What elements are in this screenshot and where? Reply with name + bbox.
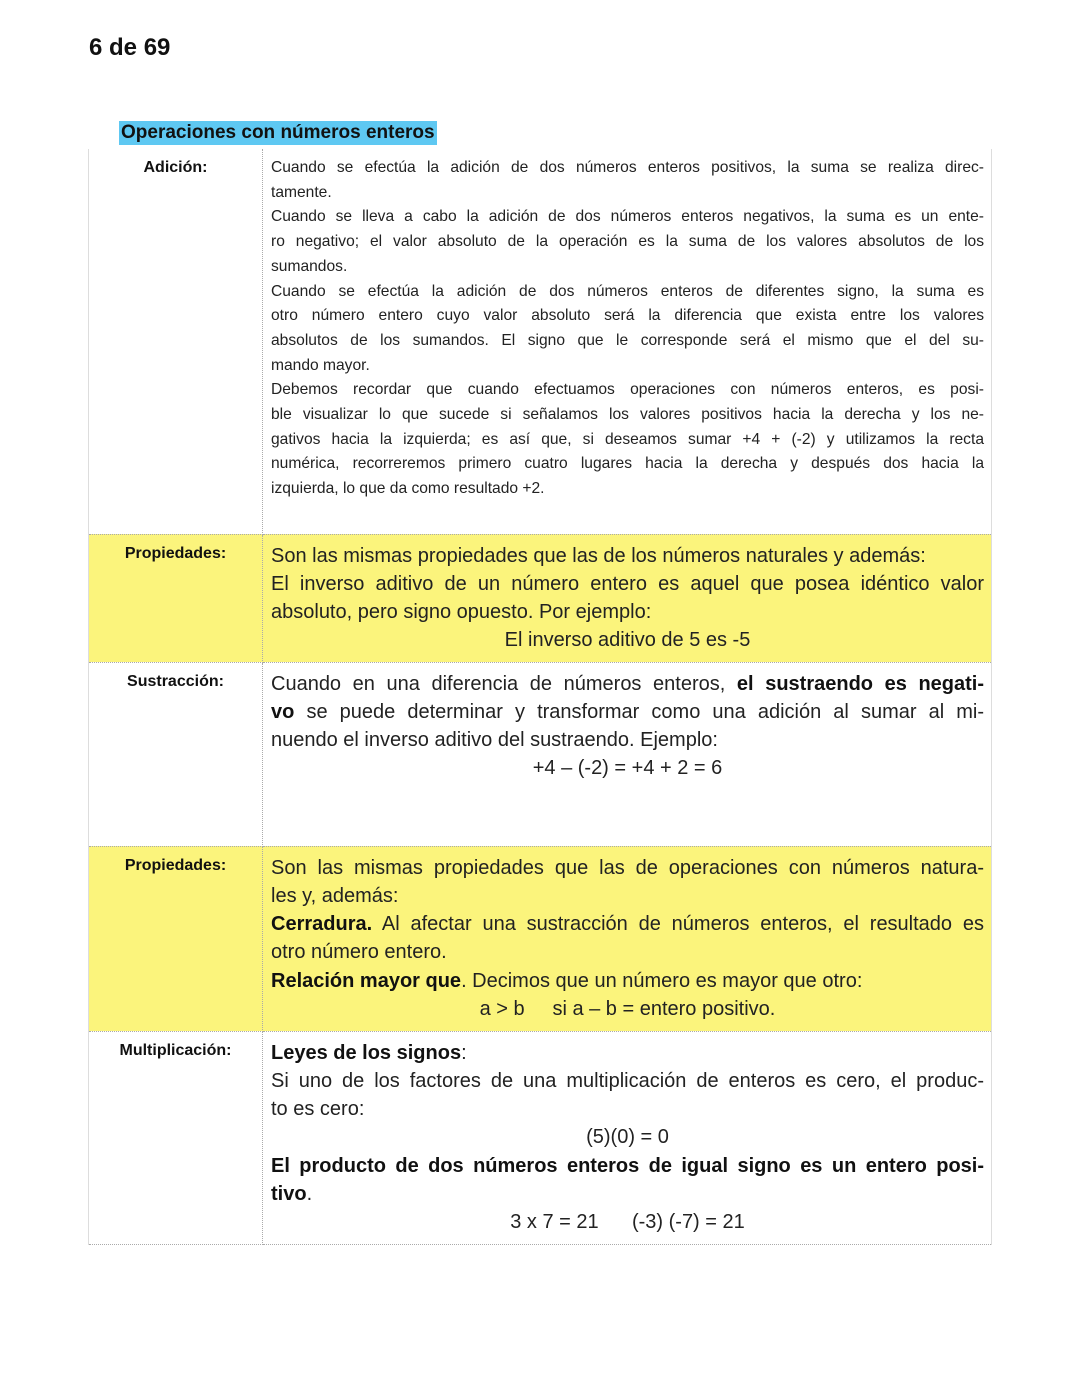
page-number: 6 de 69 bbox=[89, 34, 171, 61]
example-line: (5)(0) = 0 bbox=[586, 1126, 669, 1149]
text-line: sumandos. bbox=[271, 257, 348, 275]
text-line: izquierda, lo que da como resultado +2. bbox=[271, 480, 545, 498]
text-line: otro número entero cuyo valor absoluto será la diferencia que exista entre los valores bbox=[271, 307, 984, 325]
text-line: Cuando se lleva a cabo la adición de dos números enteros negativos, la suma es un ente- bbox=[271, 208, 984, 226]
row-content bbox=[263, 662, 992, 846]
text-line: vo se puede determinar y transformar como una adición al sumar al mi- bbox=[271, 700, 985, 723]
row-label: Sustracción: bbox=[89, 662, 263, 846]
text-line: El producto de dos números enteros de igual signo es un entero posi- bbox=[271, 1154, 984, 1177]
row-label: Multiplicación: bbox=[89, 1031, 263, 1244]
text-line: les y, además: bbox=[271, 884, 399, 907]
operations-table bbox=[88, 149, 992, 1245]
row-content bbox=[263, 149, 992, 534]
row-sustraccion bbox=[89, 662, 992, 846]
text-line: mando mayor. bbox=[271, 356, 370, 374]
text-line: Son las mismas propiedades que las de los números naturales y además: bbox=[271, 544, 926, 567]
row-label: Propiedades: bbox=[89, 846, 263, 1031]
row-label: Adición: bbox=[89, 149, 263, 534]
row-content bbox=[263, 1031, 992, 1244]
text-line: otro número entero. bbox=[271, 941, 447, 964]
text-line: ble visualizar lo que sucede si señalamos los valores positivos hacia la derecha y los ne- bbox=[271, 406, 984, 424]
text-line: nuendo el inverso aditivo del sustraendo. Ejemplo: bbox=[271, 729, 718, 752]
text-line: Cerradura. Al afectar una sustracción de números enteros, el resultado es bbox=[271, 913, 984, 936]
text-line: numérica, recorreremos primero cuatro lugares hacia la derecha y después dos hacia la bbox=[271, 455, 984, 473]
text-line: absoluto, pero signo opuesto. Por ejemplo: bbox=[271, 601, 652, 624]
text-line: El inverso aditivo de un número entero es aquel que posea idéntico valor bbox=[271, 572, 984, 595]
text-line: Cuando se efectúa la adición de dos números enteros de diferentes signo, la suma es bbox=[271, 282, 984, 300]
text-line: absolutos de los sumandos. El signo que le corresponde será el mismo que el del su- bbox=[271, 331, 984, 349]
text-line: Son las mismas propiedades que las de operaciones con números natura- bbox=[271, 856, 984, 879]
text-line: Relación mayor que. Decimos que un número es mayor que otro: bbox=[271, 969, 863, 992]
text-line: Si uno de los factores de una multiplicación de enteros es cero, el produc- bbox=[271, 1069, 984, 1092]
text-line: Leyes de los signos: bbox=[271, 1041, 467, 1064]
section-title: Operaciones con números enteros bbox=[121, 122, 435, 143]
row-multiplicacion bbox=[89, 1031, 992, 1244]
example-line: +4 – (-2) = +4 + 2 = 6 bbox=[532, 757, 723, 780]
example-line: a > b si a – b = entero positivo. bbox=[479, 997, 776, 1020]
text-line: to es cero: bbox=[271, 1098, 365, 1121]
example-line: 3 x 7 = 21 (-3) (-7) = 21 bbox=[510, 1211, 745, 1234]
row-label: Propiedades: bbox=[89, 534, 263, 662]
text-line: Cuando se efectúa la adición de dos números enteros positivos, la suma se realiza direc- bbox=[271, 159, 984, 176]
text-line: tivo. bbox=[271, 1182, 313, 1205]
text-line: tamente. bbox=[271, 183, 332, 201]
text-line: Debemos recordar que cuando efectuamos operaciones con números enteros, es posi- bbox=[271, 381, 984, 399]
row-content bbox=[263, 846, 992, 1031]
example-line: El inverso aditivo de 5 es -5 bbox=[504, 629, 751, 652]
row-propiedades-sustraccion bbox=[89, 846, 992, 1031]
text-line: ro negativo; el valor absoluto de la operación es la suma de los valores absolutos de los bbox=[271, 233, 984, 251]
row-propiedades-adicion bbox=[89, 534, 992, 662]
text-line: Cuando en una diferencia de números enteros, el sustraendo es negati- bbox=[271, 672, 984, 695]
row-adicion bbox=[89, 149, 992, 534]
row-content bbox=[263, 534, 992, 662]
text-line: gativos hacia la izquierda; es así que, si deseamos sumar +4 + (-2) y utilizamos la recta bbox=[271, 430, 984, 448]
